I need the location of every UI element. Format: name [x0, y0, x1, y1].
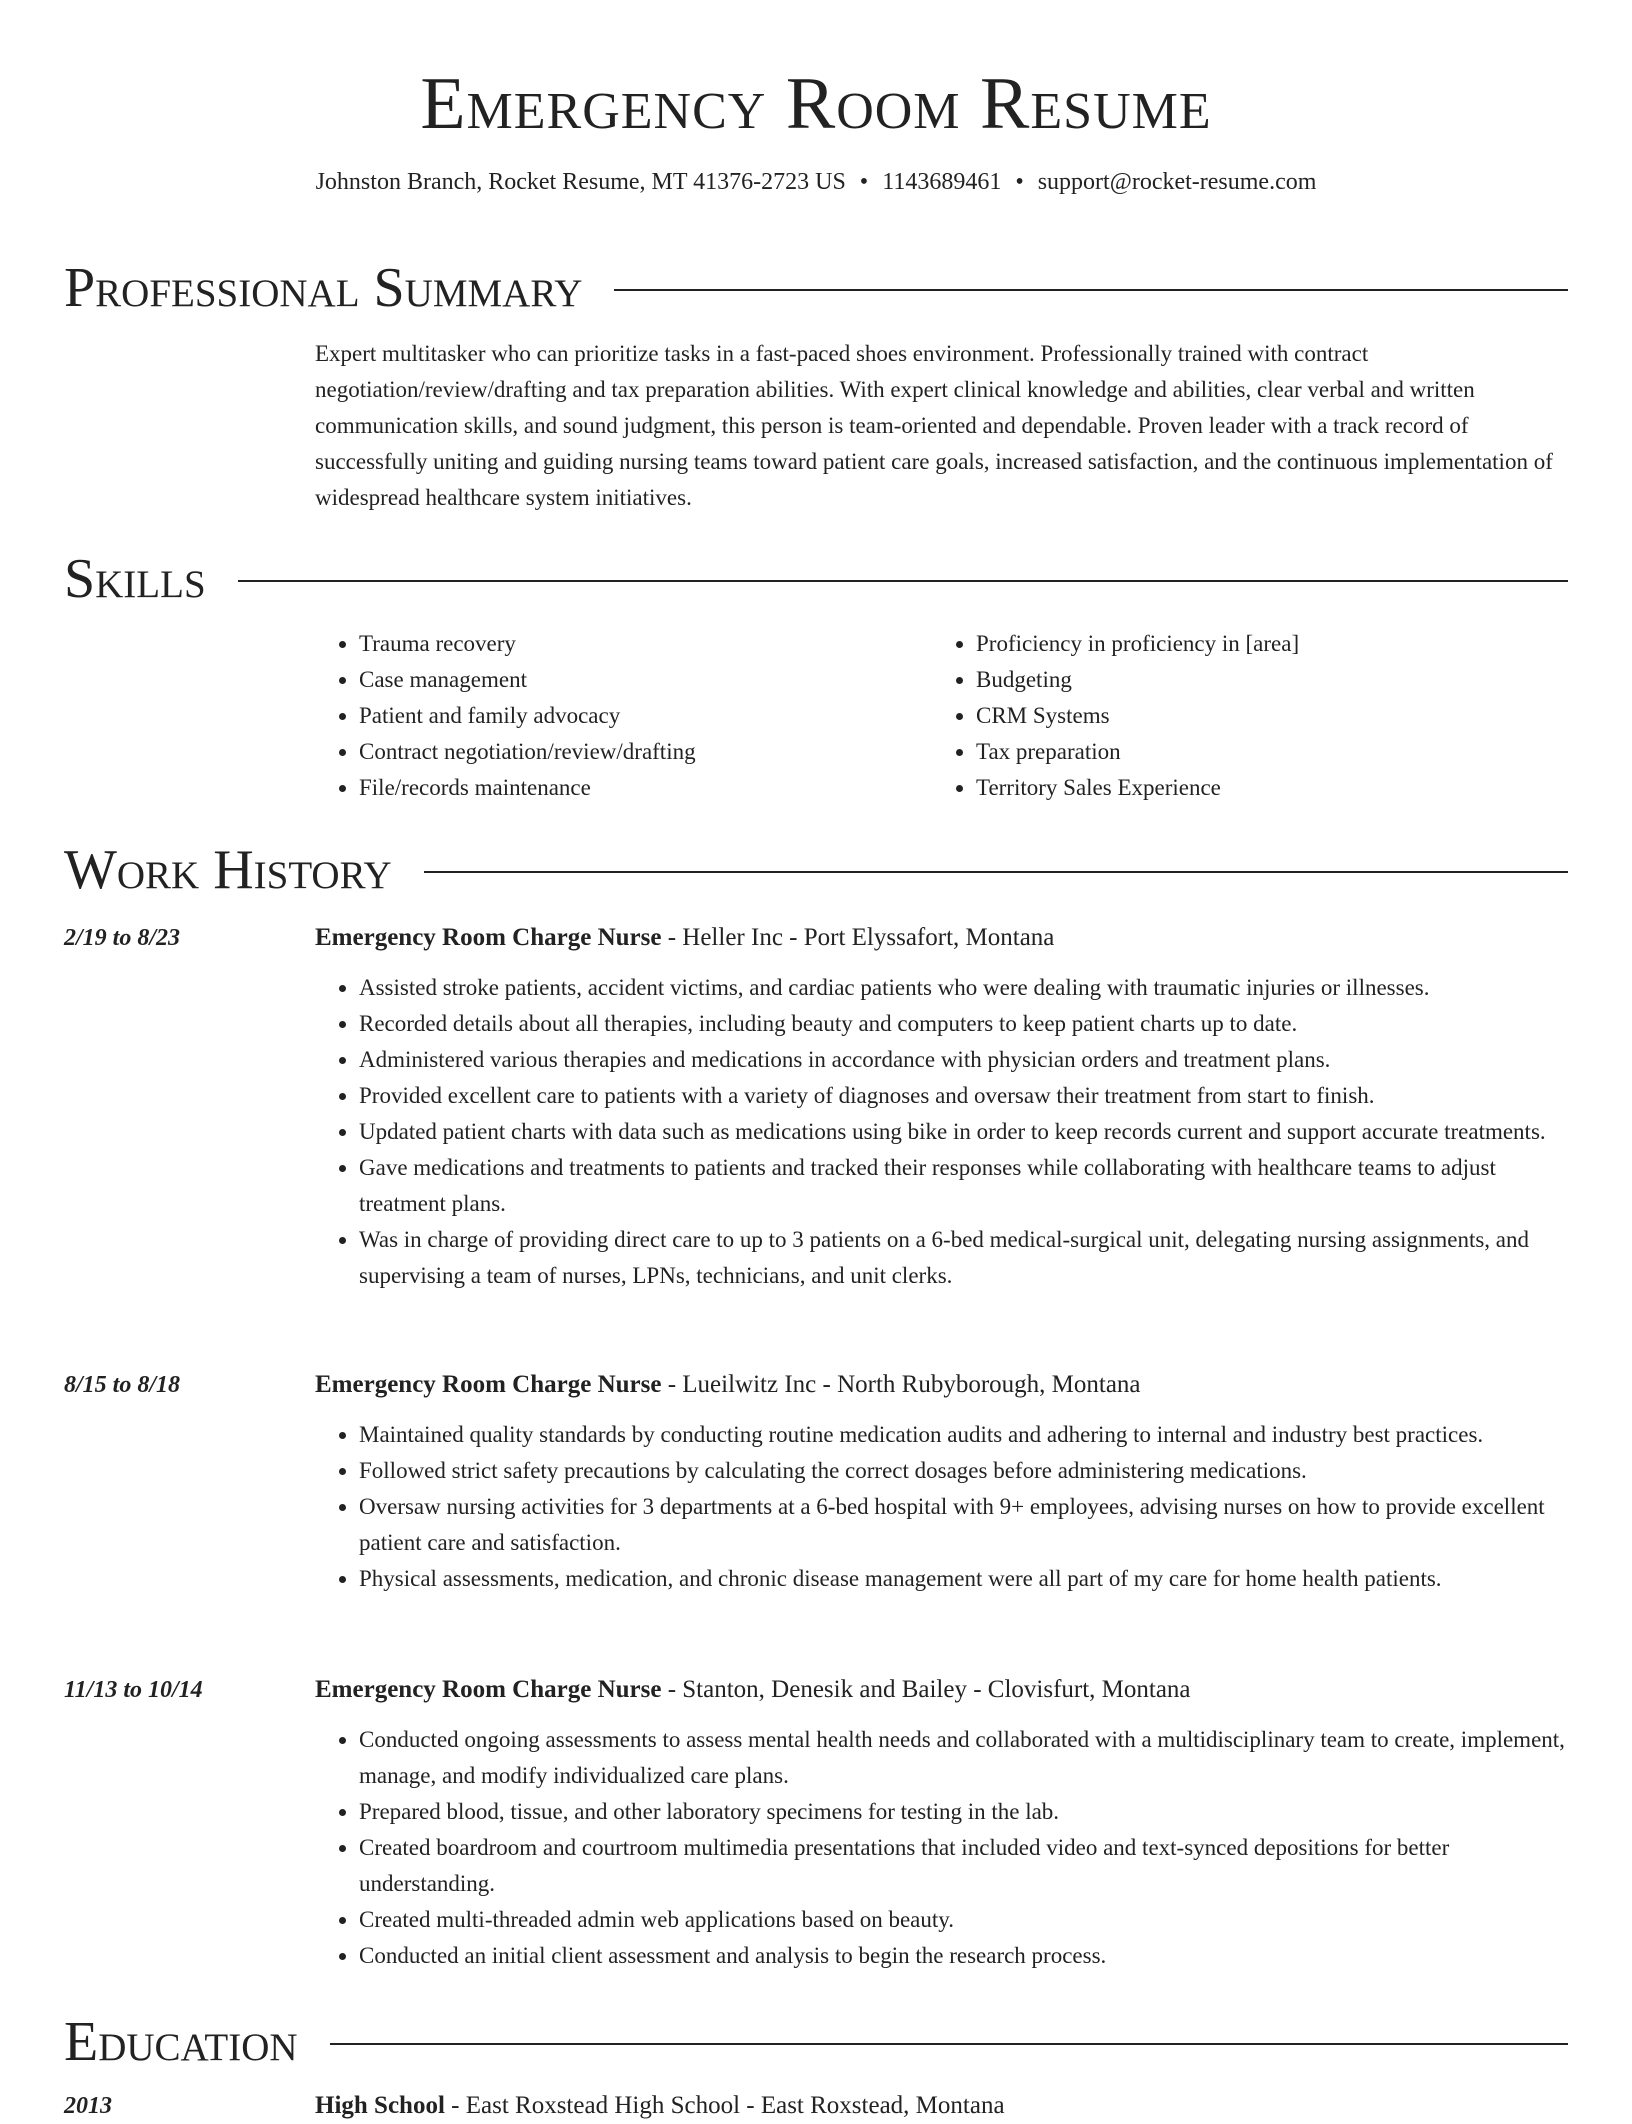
skill-item: • Contract negotiation/review/drafting	[359, 734, 932, 770]
skill-item: • Trauma recovery	[359, 626, 932, 662]
contact-email: support@rocket-resume.com	[1037, 169, 1317, 195]
skills-list-left	[315, 626, 932, 806]
job-dates: 8/15 to 8/18	[64, 1372, 181, 1398]
contact-phone: 1143689461	[882, 169, 1002, 195]
section-divider	[424, 871, 1568, 873]
education-section-title: Education	[64, 2011, 298, 2073]
education-line	[315, 2088, 1005, 2124]
job-duties	[315, 1417, 1568, 1597]
resume-title: Emergency Room Resume	[420, 63, 1212, 145]
job-duties	[315, 970, 1568, 1294]
section-divider	[238, 580, 1568, 582]
contact-address: Johnston Branch, Rocket Resume, MT 41376-2723 US	[315, 169, 846, 195]
job-duty: • Recorded details about all therapies, including beauty and computers to keep patient charts up to date.	[359, 1006, 1568, 1042]
job-duty: • Prepared blood, tissue, and other laboratory specimens for testing in the lab.	[359, 1794, 1568, 1830]
job-role: Emergency Room Charge Nurse	[315, 1676, 662, 1703]
job-title-line	[315, 920, 1054, 956]
job-title-line	[315, 1367, 1141, 1403]
skills-columns	[315, 626, 1568, 806]
education-row	[64, 2088, 1568, 2124]
separator-dot: •	[859, 169, 869, 195]
job-duty: • Oversaw nursing activities for 3 departments at a 6-bed hospital with 9+ employees, advising nurses on how to provide excellent patient care and satisfaction.	[359, 1489, 1568, 1561]
skill-item: • Case management	[359, 662, 932, 698]
education-school: - East Roxstead High School - East Roxstead, Montana	[444, 2092, 1005, 2119]
section-divider	[614, 289, 1568, 291]
job-duty: • Gave medications and treatments to patients and tracked their responses while collaborating with healthcare teams to adjust treatment plans.	[359, 1150, 1568, 1222]
job-duty: • Physical assessments, medication, and chronic disease management were all part of my care for home health patients.	[359, 1561, 1568, 1597]
job-dates: 2/19 to 8/23	[64, 925, 181, 951]
education-year: 2013	[64, 2093, 112, 2119]
job-dates: 11/13 to 10/14	[64, 1677, 203, 1703]
skills-list-right	[932, 626, 1549, 806]
job-duty: • Assisted stroke patients, accident victims, and cardiac patients who were dealing with traumatic injuries or illnesses.	[359, 970, 1568, 1006]
job-employer: - Stanton, Denesik and Bailey - Clovisfurt, Montana	[661, 1676, 1191, 1703]
job-role: Emergency Room Charge Nurse	[315, 1371, 662, 1398]
contact-line	[64, 166, 1568, 198]
job-duty: • Administered various therapies and medications in accordance with physician orders and treatment plans.	[359, 1042, 1568, 1078]
job-entry	[64, 1672, 1568, 1974]
resume-page	[64, 0, 1568, 2119]
job-header	[64, 1367, 1568, 1403]
job-entry	[64, 1367, 1568, 1597]
job-duty: • Followed strict safety precautions by calculating the correct dosages before administering medications.	[359, 1453, 1568, 1489]
separator-dot: •	[1015, 169, 1024, 195]
summary-text: Expert multitasker who can prioritize tasks in a fast-paced shoes environment. Professionally trained with contract negotiation/review/drafting and tax preparation abilities. With expert clinical knowledge and abilities, clear verbal and written communication skills, and sound judgment, this person is team-oriented and dependable. Proven leader with a track record of successfully uniting and guiding nursing teams toward patient care goals, increased satisfaction, and the continuous implementation of widespread healthcare system initiatives.	[315, 341, 1553, 510]
job-duty: • Maintained quality standards by conducting routine medication audits and adhering to internal and industry best practices.	[359, 1417, 1568, 1453]
job-employer: - Heller Inc - Port Elyssafort, Montana	[661, 924, 1055, 951]
job-duty: • Provided excellent care to patients with a variety of diagnoses and oversaw their treatment from start to finish.	[359, 1078, 1568, 1114]
skill-item: • File/records maintenance	[359, 770, 932, 806]
job-role: Emergency Room Charge Nurse	[315, 924, 662, 951]
education-degree: High School	[315, 2092, 445, 2119]
job-entry	[64, 920, 1568, 1294]
job-employer: - Lueilwitz Inc - North Rubyborough, Montana	[661, 1371, 1141, 1398]
skill-item: • CRM Systems	[976, 698, 1549, 734]
job-duty: • Created boardroom and courtroom multimedia presentations that included video and text-synced depositions for better understanding.	[359, 1830, 1568, 1902]
job-duty: • Updated patient charts with data such as medications using bike in order to keep records current and support accurate treatments.	[359, 1114, 1568, 1150]
job-duty: • Conducted ongoing assessments to assess mental health needs and collaborated with a multidisciplinary team to create, implement, manage, and modify individualized care plans.	[359, 1722, 1568, 1794]
work-section-title: Work History	[64, 839, 392, 901]
job-header	[64, 920, 1568, 956]
skill-item: • Budgeting	[976, 662, 1549, 698]
skills-section-title: Skills	[64, 548, 206, 610]
job-header	[64, 1672, 1568, 1708]
work-section-header	[64, 838, 1568, 902]
summary-section-title: Professional Summary	[64, 257, 583, 319]
education-entry	[64, 2088, 1568, 2124]
skill-item: • Proficiency in proficiency in [area]	[976, 626, 1549, 662]
education-section-header	[64, 2010, 1568, 2074]
job-duties	[315, 1722, 1568, 1974]
summary-section-header	[64, 256, 1568, 320]
section-divider	[330, 2043, 1568, 2045]
job-duty: • Created multi-threaded admin web applications based on beauty.	[359, 1902, 1568, 1938]
skill-item: • Tax preparation	[976, 734, 1549, 770]
skill-item: • Territory Sales Experience	[976, 770, 1549, 806]
skill-item: • Patient and family advocacy	[359, 698, 932, 734]
job-title-line	[315, 1672, 1191, 1708]
job-duty: • Was in charge of providing direct care to up to 3 patients on a 6-bed medical-surgical unit, delegating nursing assignments, and supervising a team of nurses, LPNs, technicians, and unit clerks.	[359, 1222, 1568, 1294]
job-duty: • Conducted an initial client assessment and analysis to begin the research process.	[359, 1938, 1568, 1974]
skills-section-header	[64, 547, 1568, 611]
